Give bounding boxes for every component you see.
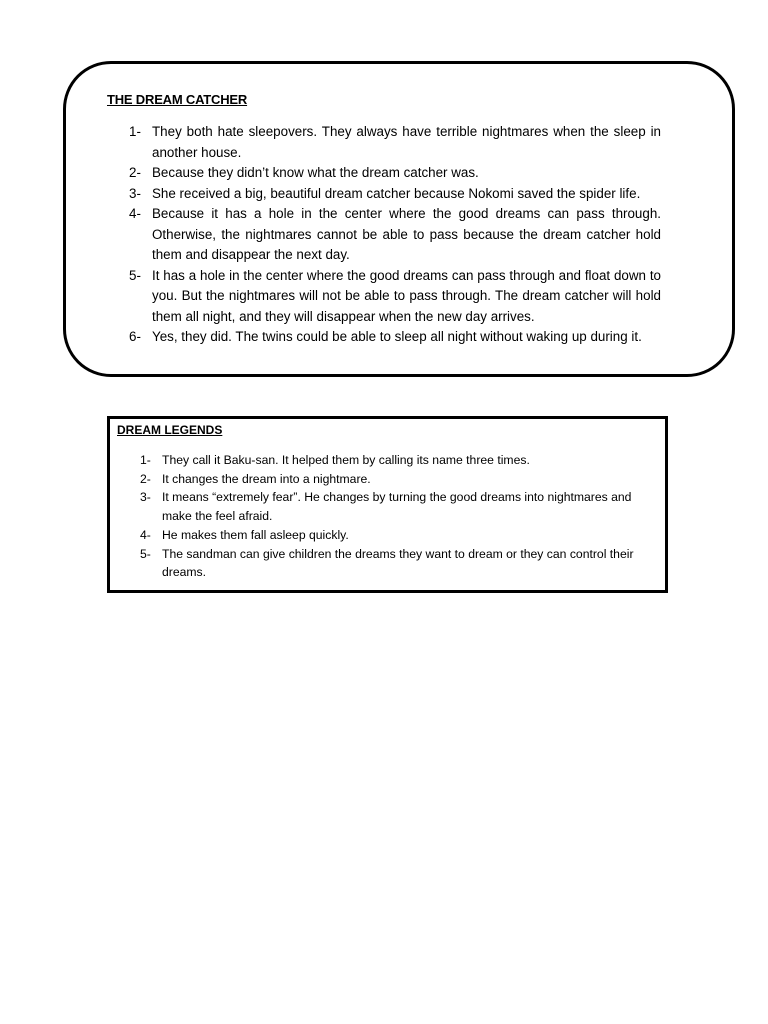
item-text: Because they didn’t know what the dream catcher was. <box>152 165 479 180</box>
item-text: It means “extremely fear”. He changes by turning the good dreams into nightmares and make the feel afraid. <box>162 490 632 524</box>
list-item <box>120 122 661 163</box>
item-number: 2- <box>140 471 151 486</box>
item-number: 5- <box>140 546 151 561</box>
item-text: It changes the dream into a nightmare. <box>162 471 371 486</box>
list-item <box>120 266 661 328</box>
item-number: 1- <box>140 453 151 467</box>
list-item <box>130 470 660 489</box>
item-text: They both hate sleepovers. They always have terrible nightmares when the sleep in another house. <box>152 124 661 160</box>
item-number: 3- <box>129 185 141 201</box>
list-item <box>130 488 660 525</box>
dream-legends-answer-list <box>130 451 660 582</box>
item-number: 5- <box>129 267 141 283</box>
item-number: 4- <box>140 527 151 542</box>
item-number: 4- <box>129 206 141 221</box>
item-text: They call it Baku-san. It helped them by calling its name three times. <box>162 453 530 467</box>
list-item <box>130 526 660 545</box>
item-text: She received a big, beautiful dream catcher because Nokomi saved the spider life. <box>152 185 641 201</box>
list-item <box>120 204 661 266</box>
item-text: The sandman can give children the dreams they want to dream or they can control their dreams. <box>162 546 634 580</box>
list-item <box>130 451 660 470</box>
item-number: 1- <box>129 124 141 139</box>
item-text: It has a hole in the center where the good dreams can pass through and float down to you. But the nightmares will not be able to pass through. The dream catcher will hold them all night, and they will disappear when the new day arrives. <box>152 267 661 324</box>
item-number: 6- <box>129 329 141 344</box>
dream-catcher-answer-list <box>120 122 661 348</box>
item-number: 2- <box>129 165 141 180</box>
item-text: Because it has a hole in the center where the good dreams can pass through. Otherwise, the nightmares cannot be able to pass because the dream catcher hold them and disappear the next day. <box>152 206 661 262</box>
dream-legends-title: DREAM LEGENDS <box>117 423 223 437</box>
item-text: He makes them fall asleep quickly. <box>162 527 349 542</box>
list-item <box>130 545 660 582</box>
list-item <box>120 163 661 184</box>
list-item <box>120 184 661 205</box>
item-text: Yes, they did. The twins could be able to sleep all night without waking up during it. <box>152 329 642 344</box>
dream-catcher-title: THE DREAM CATCHER <box>107 92 248 107</box>
item-number: 3- <box>140 490 151 505</box>
list-item <box>120 327 661 348</box>
